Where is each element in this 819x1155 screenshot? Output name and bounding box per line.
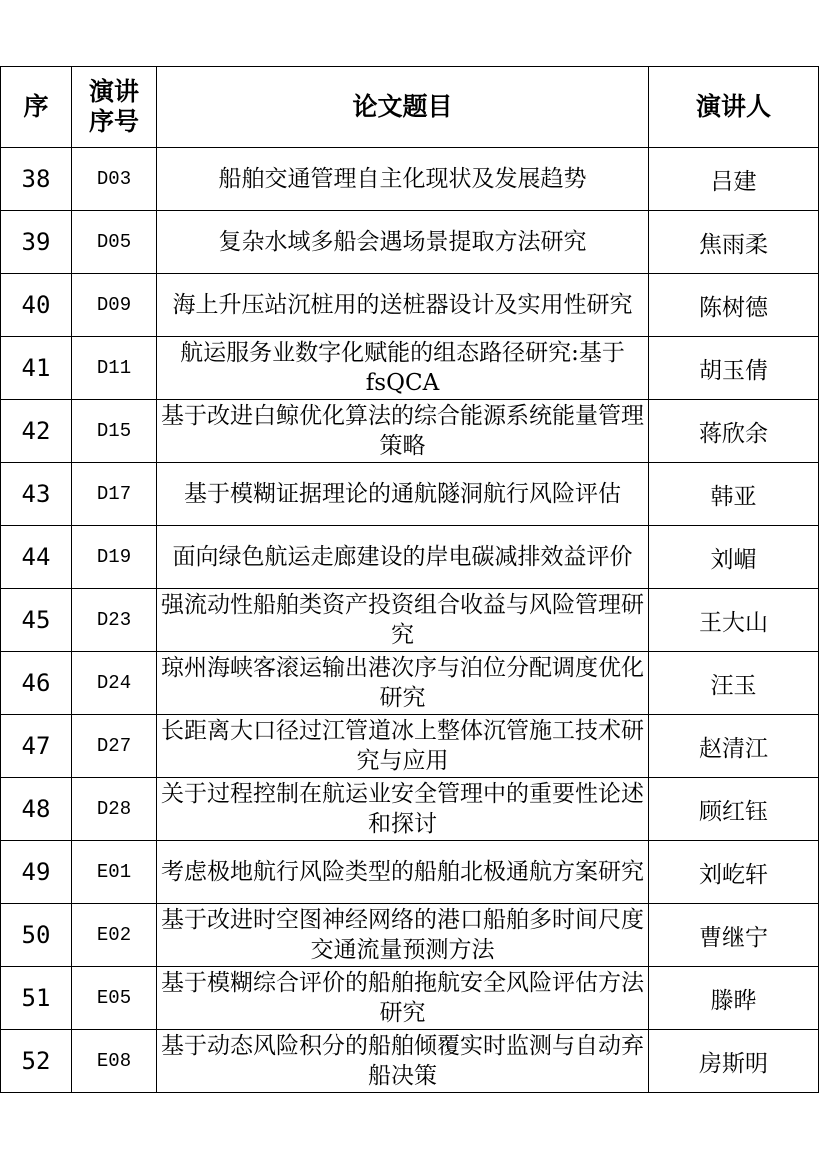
talk-number-cell: D09 [72,274,157,337]
talk-number-cell: D15 [72,400,157,463]
table-row [1,652,819,715]
paper-title-cell: 海上升压站沉桩用的送桩器设计及实用性研究 [157,274,649,337]
header-talk-number [72,67,157,148]
speaker-cell: 顾红钰 [649,778,819,841]
seq-cell: 41 [1,337,72,400]
talk-number-cell: D23 [72,589,157,652]
seq-cell: 48 [1,778,72,841]
talk-number-cell: E05 [72,967,157,1030]
speaker-cell: 刘嵋 [649,526,819,589]
paper-title-cell: 船舶交通管理自主化现状及发展趋势 [157,148,649,211]
paper-title-cell: 长距离大口径过江管道冰上整体沉管施工技术研究与应用 [157,715,649,778]
speaker-cell: 刘屹轩 [649,841,819,904]
talk-number-cell: D17 [72,463,157,526]
table-row [1,904,819,967]
paper-title-cell: 基于模糊综合评价的船舶拖航安全风险评估方法研究 [157,967,649,1030]
table-row [1,337,819,400]
table-row [1,148,819,211]
speaker-cell: 滕晔 [649,967,819,1030]
talk-number-cell: D27 [72,715,157,778]
paper-title-cell: 基于改进时空图神经网络的港口船舶多时间尺度交通流量预测方法 [157,904,649,967]
table-row [1,778,819,841]
table-row [1,274,819,337]
seq-cell: 46 [1,652,72,715]
table-row [1,463,819,526]
speaker-cell: 房斯明 [649,1030,819,1093]
talk-number-cell: E02 [72,904,157,967]
seq-cell: 42 [1,400,72,463]
seq-cell: 43 [1,463,72,526]
seq-cell: 40 [1,274,72,337]
talk-number-cell: D03 [72,148,157,211]
paper-title-cell: 强流动性船舶类资产投资组合收益与风险管理研究 [157,589,649,652]
talk-number-cell: D19 [72,526,157,589]
seq-cell: 51 [1,967,72,1030]
table-row [1,526,819,589]
paper-title-cell: 关于过程控制在航运业安全管理中的重要性论述和探讨 [157,778,649,841]
speaker-cell: 胡玉倩 [649,337,819,400]
header-talk-number-line2: 序号 [88,107,139,136]
speaker-cell: 汪玉 [649,652,819,715]
paper-schedule-table [0,66,819,1093]
table-row [1,589,819,652]
seq-cell: 39 [1,211,72,274]
talk-number-cell: E01 [72,841,157,904]
seq-cell: 52 [1,1030,72,1093]
speaker-cell: 焦雨柔 [649,211,819,274]
speaker-cell: 蒋欣余 [649,400,819,463]
speaker-cell: 吕建 [649,148,819,211]
paper-title-cell: 考虑极地航行风险类型的船舶北极通航方案研究 [157,841,649,904]
header-talk-number-line1: 演讲 [88,77,139,106]
table-row [1,211,819,274]
speaker-cell: 韩亚 [649,463,819,526]
table-header-row [1,67,819,148]
talk-number-cell: D11 [72,337,157,400]
header-paper-title: 论文题目 [157,67,649,148]
paper-title-cell: 航运服务业数字化赋能的组态路径研究:基于fsQCA [157,337,649,400]
table-row [1,400,819,463]
table-row [1,841,819,904]
seq-cell: 38 [1,148,72,211]
seq-cell: 50 [1,904,72,967]
paper-title-cell: 琼州海峡客滚运输出港次序与泊位分配调度优化研究 [157,652,649,715]
seq-cell: 45 [1,589,72,652]
talk-number-cell: D05 [72,211,157,274]
table-row [1,1030,819,1093]
speaker-cell: 曹继宁 [649,904,819,967]
talk-number-cell: E08 [72,1030,157,1093]
seq-cell: 49 [1,841,72,904]
header-seq: 序 [1,67,72,148]
table-row [1,715,819,778]
speaker-cell: 陈树德 [649,274,819,337]
seq-cell: 47 [1,715,72,778]
talk-number-cell: D28 [72,778,157,841]
speaker-cell: 赵清江 [649,715,819,778]
header-speaker: 演讲人 [649,67,819,148]
speaker-cell: 王大山 [649,589,819,652]
paper-title-cell: 基于模糊证据理论的通航隧洞航行风险评估 [157,463,649,526]
talk-number-cell: D24 [72,652,157,715]
paper-title-cell: 基于动态风险积分的船舶倾覆实时监测与自动弃船决策 [157,1030,649,1093]
table-row [1,967,819,1030]
paper-title-cell: 面向绿色航运走廊建设的岸电碳减排效益评价 [157,526,649,589]
paper-title-cell: 复杂水域多船会遇场景提取方法研究 [157,211,649,274]
paper-title-cell: 基于改进白鲸优化算法的综合能源系统能量管理策略 [157,400,649,463]
seq-cell: 44 [1,526,72,589]
